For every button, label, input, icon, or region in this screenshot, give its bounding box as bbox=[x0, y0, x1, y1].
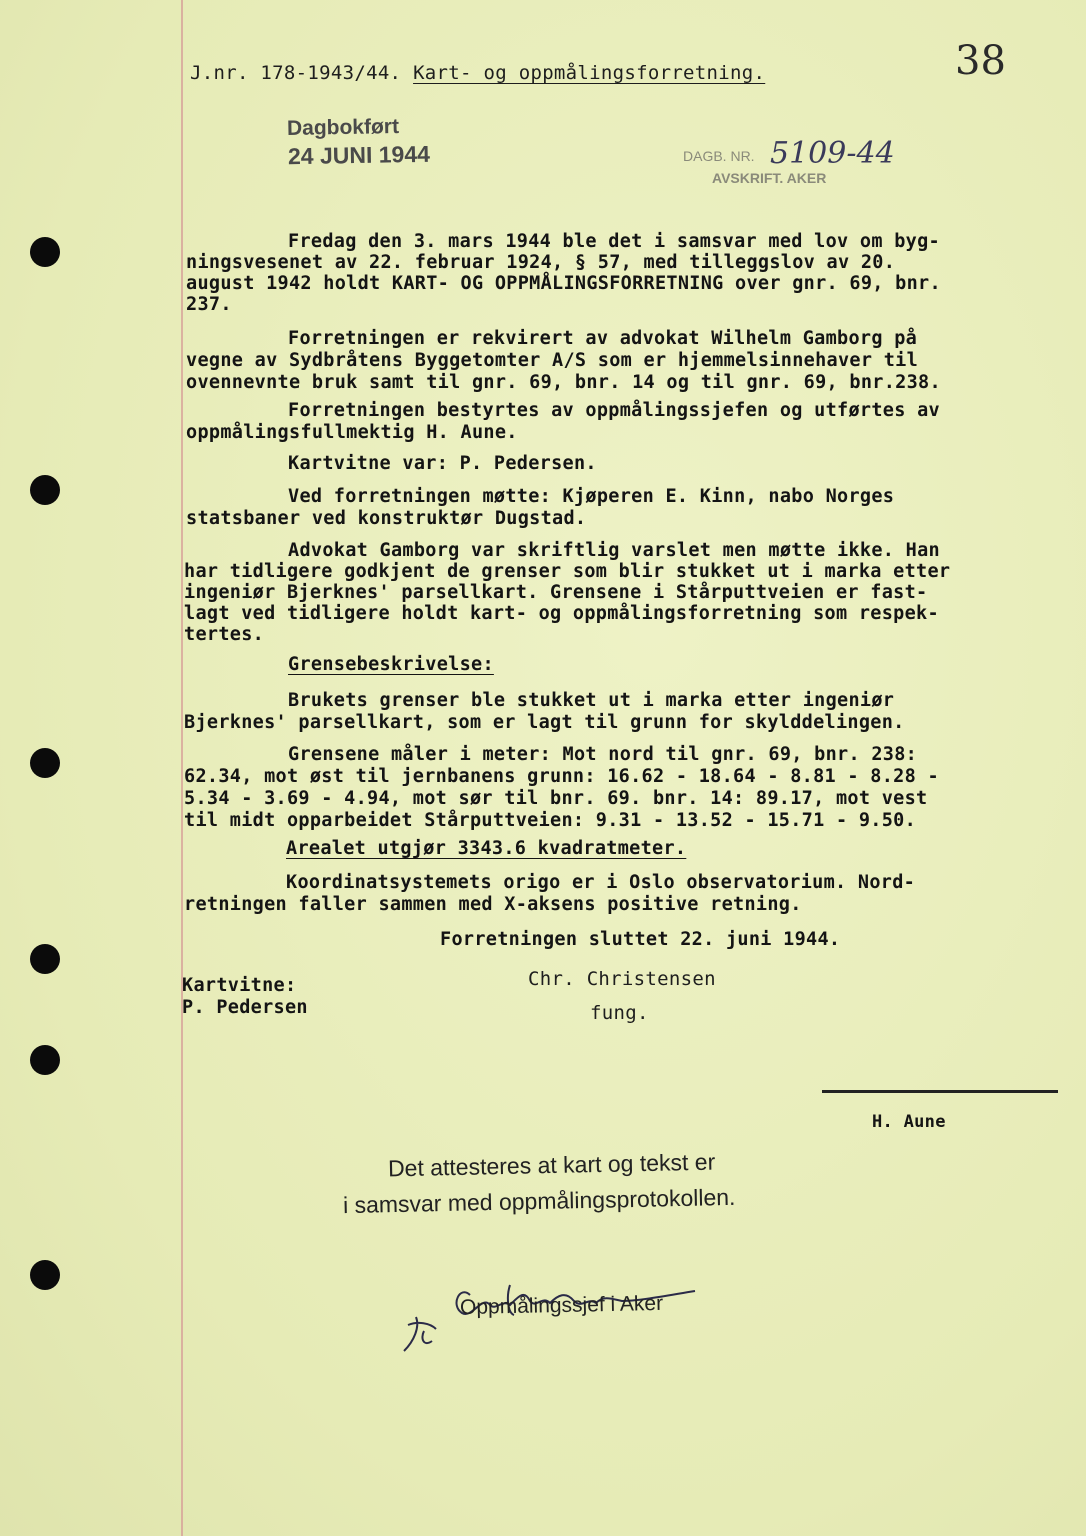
punch-hole bbox=[30, 475, 60, 505]
punch-hole bbox=[30, 1045, 60, 1075]
punch-hole bbox=[30, 237, 60, 267]
witness-block bbox=[182, 975, 308, 1019]
signer-title: fung. bbox=[590, 1002, 649, 1024]
dagbokfort-date: 24 JUNI 1944 bbox=[287, 140, 431, 170]
avskrift-stamp: AVSKRIFT. AKER bbox=[712, 170, 827, 186]
signature-rule bbox=[822, 1090, 1058, 1093]
closing-line: Forretningen sluttet 22. juni 1944. bbox=[440, 929, 841, 950]
dagb-number-handwritten: 5109-44 bbox=[770, 136, 895, 171]
certification-line-2: i samsvar med oppmålingsprotokollen. bbox=[342, 1183, 736, 1219]
punch-hole bbox=[30, 944, 60, 974]
witness-name: P. Pedersen bbox=[182, 997, 308, 1018]
paragraph-8: Grensene måler i meter: Mot nord til gnr. 69, bnr. 238: 62.34, mot øst til jernbanens grunn: 16.62 - 18.64 - 8.81 - 8.28 - 5.34 - 3.69 - 4.94, mot sør til bnr. 69. bnr. 14: 89.17, mot vest til midt opparbeidet Stårputtveien: 9.31 - 13.52 - 15.71 - 9.50. bbox=[184, 744, 939, 831]
section-heading: Grensebeskrivelse: bbox=[288, 654, 494, 675]
paragraph-3: Forretningen bestyrtes av oppmålingssjefen og utførtes av oppmålingsfullmektig H. Aune. bbox=[186, 400, 940, 443]
margin-line bbox=[181, 0, 183, 1536]
paragraph-1: Fredag den 3. mars 1944 ble det i samsvar med lov om byg- ningsvesenet av 22. februar 1924, § 57, med tilleggslov av 20. august 1942 holdt KART- OG OPPMÅLINGSFORRETNING over gnr. 69, bnr. 237. bbox=[186, 231, 941, 315]
certification-office: Oppmålingssjef i Aker bbox=[459, 1291, 664, 1320]
dagb-nr-label: DAGB. NR. bbox=[683, 148, 755, 164]
paragraph-9: Koordinatsystemets origo er i Oslo observatorium. Nord- retningen faller sammen med X-aksens positive retning. bbox=[184, 872, 916, 915]
paragraph-4: Kartvitne var: P. Pedersen. bbox=[288, 453, 597, 474]
punch-hole bbox=[30, 748, 60, 778]
dagbokfort-stamp: Dagbokført bbox=[286, 115, 400, 140]
journal-number: J.nr. 178-1943/44. bbox=[190, 62, 402, 84]
paragraph-2: Forretningen er rekvirert av advokat Wilhelm Gamborg på vegne av Sydbråtens Byggetomter A/S som er hjemmelsinnehaver til ovennevnte bruk samt til gnr. 69, bnr. 14 og til gnr. 69, bnr.238. bbox=[186, 328, 941, 393]
header bbox=[190, 62, 765, 84]
punch-hole bbox=[30, 1260, 60, 1290]
page-number: 38 bbox=[955, 38, 1006, 84]
signer-name: Chr. Christensen bbox=[528, 968, 716, 990]
area-statement: Arealet utgjør 3343.6 kvadratmeter. bbox=[286, 838, 687, 859]
aune-signature: H. Aune bbox=[872, 1112, 946, 1132]
paragraph-7: Brukets grenser ble stukket ut i marka etter ingeniør Bjerknes' parsellkart, som er lagt til grunn for skylddelingen. bbox=[184, 690, 905, 733]
paragraph-5: Ved forretningen møtte: Kjøperen E. Kinn, nabo Norges statsbaner ved konstruktør Dugstad. bbox=[186, 486, 895, 529]
certification-line-1: Det attesteres at kart og tekst er bbox=[387, 1148, 716, 1182]
witness-label: Kartvitne: bbox=[182, 975, 297, 996]
paragraph-6: Advokat Gamborg var skriftlig varslet men møtte ikke. Han har tidligere godkjent de grenser som blir stukket ut i marka etter ingeniør Bjerknes' parsellkart. Grensene i Stårputtveien er fast- lagt ved tidligere holdt kart- og oppmålingsforretning som respek- tertes. bbox=[184, 540, 951, 645]
document-title: Kart- og oppmålingsforretning. bbox=[413, 62, 766, 84]
